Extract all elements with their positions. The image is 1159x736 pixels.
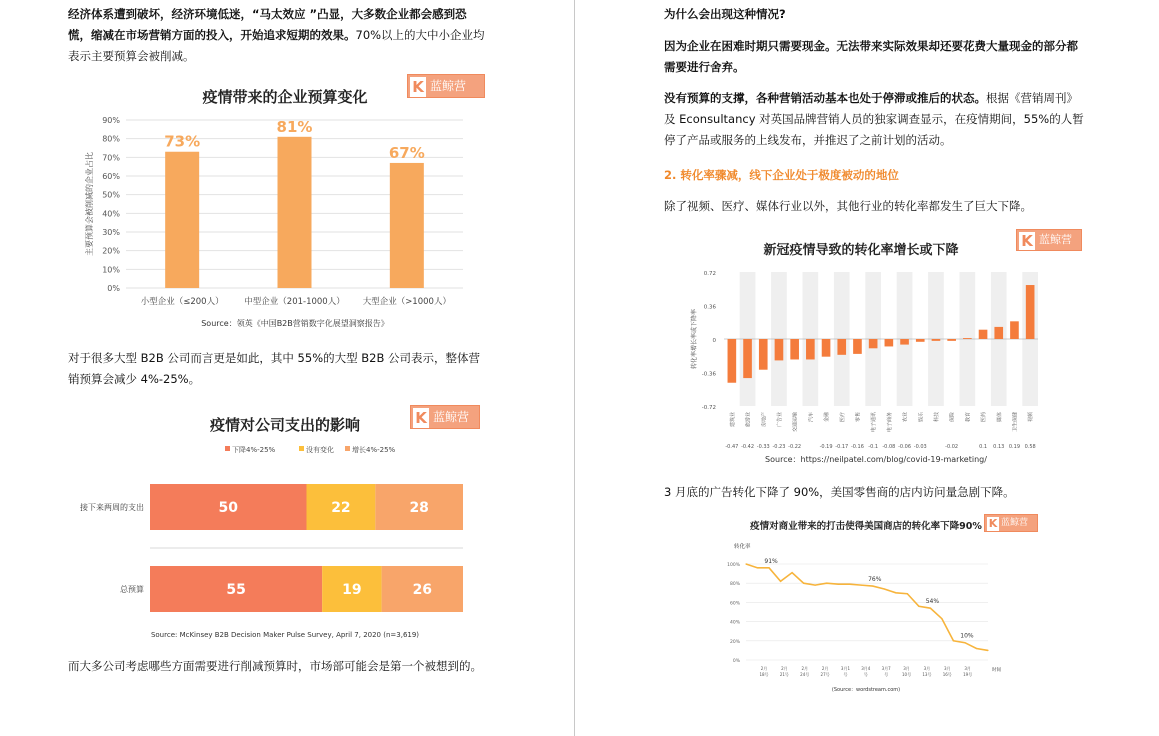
bar <box>963 338 972 339</box>
chart2-source: Source: McKinsey B2B Decision Maker Pulse Survey, April 7, 2020 (n=3,619) <box>150 631 420 639</box>
chart1-bar-chart <box>78 108 478 318</box>
question-text: 为什么会出现这种情况? <box>664 7 786 21</box>
x-tick-label: 教育 <box>965 412 972 423</box>
data-label: 0.58 <box>1024 444 1036 450</box>
annotation-label: 10% <box>960 632 974 640</box>
bar <box>1010 321 1019 339</box>
legend-label: 下降4%-25% <box>232 446 276 454</box>
data-label: -0.16 <box>850 444 864 450</box>
x-tick-label: 娱乐 <box>918 412 925 423</box>
data-point <box>745 563 746 564</box>
paragraph-r4: 3 月底的广告转化下降了 90%，美国零售商的店内访问量急剧下降。 <box>664 485 1015 499</box>
data-label: -0.06 <box>898 444 912 450</box>
data-point <box>803 583 804 584</box>
bar <box>806 339 815 359</box>
data-point <box>987 650 988 651</box>
y-tick-label: 60% <box>729 601 740 607</box>
data-point <box>757 567 758 568</box>
data-label: -0.22 <box>788 444 802 450</box>
bar <box>932 339 941 341</box>
data-label: -0.42 <box>741 444 755 450</box>
x-tick-label: 10号 <box>901 672 912 677</box>
y-tick-label: 0 <box>712 338 716 344</box>
paragraph-r1-text: 因为企业在困难时期只需要现金。无法带来实际效果却还要花费大量现金的部分都需要进行舍弃。 <box>664 39 1078 74</box>
x-tick-label: 媒体 <box>996 412 1003 423</box>
y-axis-label: 转化率 <box>734 544 751 550</box>
data-label: 26 <box>412 582 433 598</box>
chart4-source: (Source：wordstream.com) <box>831 687 901 693</box>
paragraph-r2-bold: 没有预算的支撑，各种营销活动基本也处于停滞或推后的状态。 <box>664 91 986 105</box>
bar <box>853 339 862 354</box>
annotation-label: 91% <box>764 557 778 565</box>
y-tick-label: 40% <box>102 209 120 219</box>
chart3-source: Source：https://neilpatel.com/blog/covid-19-marketing/ <box>765 455 987 464</box>
data-label: -0.1 <box>868 444 879 450</box>
paragraph-3: 而大多公司考虑哪些方面需要进行削减预算时，市场部可能会是第一个被想到的。 <box>68 659 482 673</box>
y-tick-label: 80% <box>729 582 740 588</box>
bar <box>822 339 831 357</box>
bar <box>743 339 752 378</box>
y-tick-label: 40% <box>729 620 740 626</box>
data-point <box>791 572 792 573</box>
category-label: 接下来两周的支出 <box>80 503 144 512</box>
paragraph-r3: 除了视频、医疗、媒体行业以外，其他行业的转化率都发生了巨大下降。 <box>664 199 1032 213</box>
chart4-title: 疫情对商业带来的打击使得美国商店的转化率下降90% <box>750 521 982 532</box>
x-tick-label: 农业 <box>902 412 909 423</box>
chart3-title: 新冠疫情导致的转化率增长或下降 <box>763 243 959 258</box>
logo-text: 蓝鲸营 <box>1039 233 1072 246</box>
data-point <box>941 618 942 619</box>
category-label: 总预算 <box>120 585 144 594</box>
chart4-logo <box>984 514 1038 532</box>
chart2-title: 疫情对公司支出的影响 <box>209 416 360 434</box>
bar <box>869 339 878 348</box>
y-tick-label: 80% <box>102 134 120 144</box>
y-axis-label: 转化率增长率或下降率 <box>691 308 698 370</box>
data-label: 19 <box>342 582 362 598</box>
y-tick-label: 0.36 <box>703 304 716 311</box>
paragraph-2: 对于很多大型 B2B 公司而言更是如此，其中 55%的大型 B2B 公司表示，整体营销预算会减少 4%-25%。 <box>68 351 481 386</box>
data-label: -0.23 <box>772 444 786 450</box>
data-point <box>815 585 816 586</box>
x-tick-label: 2月 <box>821 666 829 671</box>
y-tick-label: 30% <box>102 228 120 237</box>
x-tick-label: 号 <box>843 672 848 677</box>
data-label: -0.08 <box>882 444 896 450</box>
x-tick-label: 13号 <box>922 672 932 677</box>
x-tick-label: 3月4 <box>861 666 871 671</box>
x-tick-label: 房地产 <box>761 412 768 428</box>
y-tick-label: 0% <box>732 659 740 664</box>
x-tick-label: 3月7 <box>881 666 891 671</box>
x-tick-label: 保险 <box>949 412 956 423</box>
bar <box>916 339 925 342</box>
y-tick-label: 70% <box>102 153 120 163</box>
x-tick-label: 16号 <box>942 672 952 677</box>
bar <box>278 137 312 288</box>
x-tick-label: 中型企业（201-1000人） <box>244 297 345 307</box>
x-tick-label: 卫生保健 <box>1012 412 1019 433</box>
y-tick-label: 100% <box>727 563 740 568</box>
data-point <box>895 592 896 593</box>
bar <box>1026 285 1035 339</box>
x-tick-label: 零售 <box>855 412 862 423</box>
data-point <box>838 584 839 585</box>
data-label: 0.1 <box>979 444 988 450</box>
x-tick-label: 24号 <box>800 672 810 677</box>
data-point <box>918 606 919 607</box>
bar <box>728 339 737 383</box>
data-label: -0.17 <box>835 444 849 450</box>
x-tick-label: 金融 <box>824 412 831 423</box>
y-tick-label: 50% <box>102 190 120 200</box>
x-tick-label: 视频 <box>1028 412 1035 423</box>
bar <box>947 339 956 341</box>
data-label: -0.19 <box>819 444 833 450</box>
bar <box>837 339 846 355</box>
logo-k-icon: K <box>413 408 429 428</box>
data-label: -0.47 <box>725 444 739 450</box>
data-label: 73% <box>164 132 201 151</box>
x-tick-label: 3月 <box>903 666 910 671</box>
x-tick-label: 电子通讯 <box>871 412 878 433</box>
x-tick-label: 大型企业（>1000人） <box>362 297 451 307</box>
bar <box>900 339 909 345</box>
chart2-stacked-bar-chart <box>60 440 490 630</box>
chart3-bar-chart <box>688 262 1048 452</box>
chart3-logo <box>1016 229 1082 251</box>
x-tick-label: 2月 <box>781 666 788 671</box>
intro-bold-text: 经济体系遭到破坏，经济环境低迷，“马太效应 ”凸显，大多数企业都会感到恐慌，缩减在市场营销方面的投入，开始追求短期的效果。 <box>68 7 467 42</box>
data-point <box>849 584 850 585</box>
data-label: 22 <box>331 500 351 516</box>
logo-k-icon: K <box>1019 232 1035 250</box>
intro-normal-text: 70%以上的大中小企业均表示主要预算会被削减。 <box>68 28 485 63</box>
data-label: 55 <box>226 582 246 598</box>
data-label: -0.33 <box>756 444 770 450</box>
question-heading <box>664 4 1084 25</box>
data-point <box>861 585 862 586</box>
x-tick-label: 3月 <box>964 666 971 671</box>
x-tick-label: 广告业 <box>776 412 783 428</box>
chart4-line-chart <box>716 536 1006 686</box>
x-tick-label: 医疗 <box>839 412 846 423</box>
y-tick-label: 20% <box>102 246 120 256</box>
data-point <box>907 593 908 594</box>
paragraph-r2-normal: 根据《营销周刊》及 Econsultancy 对英国品牌营销人员的独家调查显示，在疫情期间，55%的人暂停了产品或服务的上线发布，并推迟了之前计划的活动。 <box>664 91 1084 147</box>
intro-paragraph <box>68 4 488 67</box>
x-tick-label: 2月 <box>801 666 809 671</box>
y-tick-label: 60% <box>102 172 120 181</box>
data-point <box>872 585 873 586</box>
x-tick-label: 19号 <box>963 672 973 677</box>
logo-text: 蓝鲸营 <box>433 410 470 424</box>
data-point <box>976 648 977 649</box>
y-tick-label: 0% <box>107 284 120 293</box>
x-tick-label: 3月 <box>943 666 951 671</box>
data-label: 0.13 <box>993 444 1005 450</box>
bar <box>390 163 424 288</box>
data-point <box>964 642 965 643</box>
x-tick-label: 小型企业（≤200人） <box>140 297 224 307</box>
x-tick-label: 建筑业 <box>729 412 736 428</box>
series-line <box>746 564 988 650</box>
data-point <box>953 640 954 641</box>
chart1-title: 疫情带来的企业预算变化 <box>202 88 368 106</box>
bar <box>994 327 1003 339</box>
data-label: -0.03 <box>913 444 927 450</box>
y-tick-label: 90% <box>102 116 120 125</box>
x-tick-label: 号 <box>863 672 868 677</box>
x-tick-label: 医药 <box>981 412 988 423</box>
data-label: 28 <box>409 500 429 516</box>
section-heading-2: 2. 转化率骤减，线下企业处于极度被动的地位 <box>664 168 899 182</box>
x-tick-label: 18号 <box>759 672 769 677</box>
x-axis-label: 时间 <box>992 668 1001 673</box>
bar <box>790 339 799 359</box>
logo-k-icon: K <box>988 517 998 530</box>
data-point <box>826 583 827 584</box>
bar <box>165 152 199 288</box>
y-tick-label: -0.36 <box>701 371 716 378</box>
data-label: 0.19 <box>1008 444 1021 450</box>
y-axis-label: 主要预算会被削减的企业占比 <box>85 152 94 256</box>
y-tick-label: 20% <box>729 639 740 645</box>
x-tick-label: 科技 <box>933 412 940 423</box>
data-label: 50 <box>218 500 238 516</box>
logo-text: 蓝鲸营 <box>430 79 467 93</box>
paragraph-r1 <box>664 36 1084 78</box>
chart2-logo <box>410 405 480 429</box>
data-label: 81% <box>276 117 313 136</box>
y-tick-label: 10% <box>102 265 120 275</box>
x-tick-label: 3月1 <box>840 666 851 671</box>
data-label: -0.02 <box>945 444 959 450</box>
bar <box>885 339 894 346</box>
bar <box>775 339 784 360</box>
x-tick-label: 汽车 <box>808 412 815 423</box>
legend-swatch <box>345 446 350 451</box>
logo-text: 蓝鲸营 <box>1001 518 1029 528</box>
x-tick-label: 号 <box>884 672 889 677</box>
page-divider <box>574 0 575 736</box>
legend-swatch <box>225 446 230 451</box>
x-tick-label: 3月 <box>923 666 931 671</box>
y-tick-label: -0.72 <box>701 405 716 411</box>
right-page <box>576 0 1159 736</box>
legend-swatch <box>299 446 304 451</box>
annotation-label: 76% <box>868 576 882 584</box>
data-point <box>768 567 769 568</box>
data-point <box>930 608 931 609</box>
x-tick-label: 21号 <box>779 672 789 677</box>
left-page <box>0 0 574 736</box>
x-tick-label: 旅游业 <box>745 412 752 428</box>
data-point <box>780 581 781 582</box>
x-tick-label: 交通运输 <box>792 412 799 433</box>
x-tick-label: 电子商务 <box>886 412 893 433</box>
paragraph-r2 <box>664 88 1084 151</box>
chart1-logo <box>407 74 485 98</box>
y-tick-label: 0.72 <box>703 271 716 277</box>
chart1-source: Source：领英《中国B2B营销数字化展望洞察报告》 <box>201 319 389 328</box>
legend-label: 增长4%-25% <box>352 446 396 454</box>
legend-label: 没有变化 <box>306 446 334 454</box>
annotation-label: 54% <box>925 598 940 606</box>
bar <box>979 330 988 339</box>
x-tick-label: 27号 <box>820 672 830 677</box>
x-tick-label: 2月 <box>760 666 768 671</box>
logo-k-icon: K <box>410 77 426 97</box>
data-point <box>884 588 885 589</box>
data-label: 67% <box>388 143 425 162</box>
bar <box>759 339 768 370</box>
